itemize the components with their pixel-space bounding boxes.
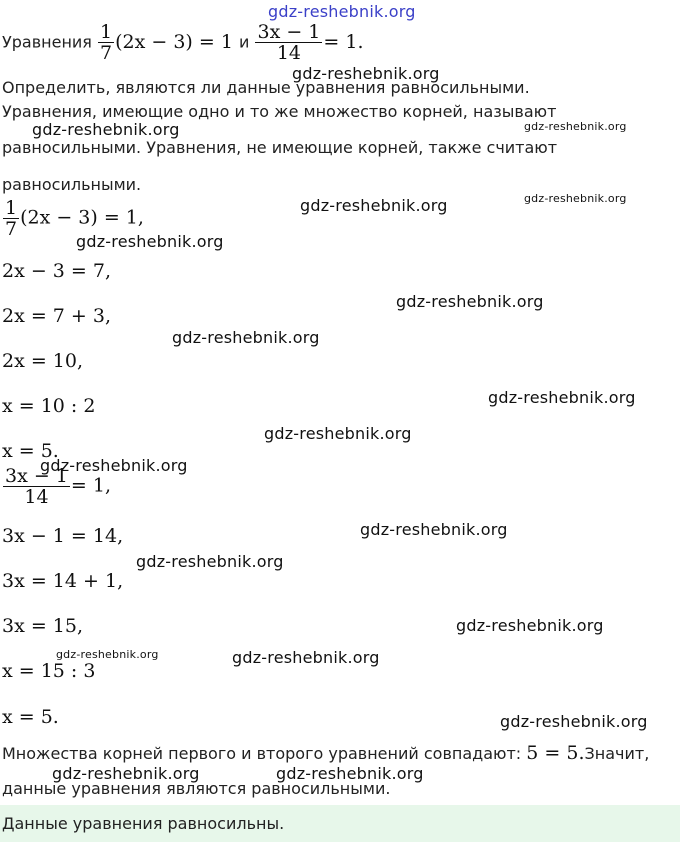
solution-step: x = 5. bbox=[2, 440, 59, 462]
conclusion: Множества корней первого и второго уравнений совпадают: 5 = 5.Значит, bbox=[2, 742, 650, 764]
fraction: $\frac{3x - 1}{14}$ bbox=[257, 21, 321, 64]
watermark: gdz-reshebnik.org bbox=[524, 120, 627, 133]
equation-1: $\frac{1}{7}$ (2x − 3) = 1 bbox=[100, 21, 233, 64]
solution-step: 3x = 14 + 1, bbox=[2, 570, 124, 592]
definition-line: Уравнения, имеющие одно и то же множество корней, называют bbox=[2, 102, 557, 121]
watermark: gdz-reshebnik.org bbox=[76, 232, 224, 251]
watermark: gdz-reshebnik.org bbox=[52, 764, 200, 783]
intro-word: Уравнения bbox=[2, 32, 92, 52]
equation-2: $\frac{3x - 1}{14}$ = 1. bbox=[257, 21, 364, 64]
fraction: $\frac{3x - 1}{14}$ bbox=[5, 465, 68, 508]
fraction: $\frac{1}{7}$ bbox=[100, 21, 113, 64]
solution-step: x = 10 : 2 bbox=[2, 395, 96, 417]
watermark: gdz-reshebnik.org bbox=[300, 196, 448, 215]
watermark: gdz-reshebnik.org bbox=[360, 520, 508, 539]
definition-line: равносильными. bbox=[2, 175, 142, 194]
watermark: gdz-reshebnik.org bbox=[396, 292, 544, 311]
watermark: gdz-reshebnik.org bbox=[264, 424, 412, 443]
watermark: gdz-reshebnik.org bbox=[500, 712, 648, 731]
solution-step: 3x = 15, bbox=[2, 615, 84, 637]
conclusion-line: данные уравнения являются равносильными. bbox=[2, 779, 391, 798]
watermark: gdz-reshebnik.org bbox=[32, 120, 180, 139]
watermark: gdz-reshebnik.org bbox=[456, 616, 604, 635]
watermark: gdz-reshebnik.org bbox=[524, 192, 627, 205]
fraction: $\frac{1}{7}$ bbox=[5, 197, 18, 240]
solution-step: 3x − 1 = 14, bbox=[2, 525, 124, 547]
conjunction: и bbox=[238, 32, 250, 52]
answer-box bbox=[0, 805, 680, 842]
task-text: Определить, являются ли данные уравнения равносильными. bbox=[2, 78, 530, 97]
solution-step: 2x = 10, bbox=[2, 350, 84, 372]
watermark: gdz-reshebnik.org bbox=[268, 2, 416, 21]
watermark: gdz-reshebnik.org bbox=[276, 764, 424, 783]
solution-step: 2x − 3 = 7, bbox=[2, 260, 112, 282]
watermark: gdz-reshebnik.org bbox=[232, 648, 380, 667]
solution-step: x = 15 : 3 bbox=[2, 660, 96, 682]
watermark: gdz-reshebnik.org bbox=[292, 64, 440, 83]
answer-text: Данные уравнения равносильны. bbox=[2, 814, 285, 833]
watermark: gdz-reshebnik.org bbox=[40, 456, 188, 475]
definition-line: равносильными. Уравнения, не имеющие корней, также считают bbox=[2, 138, 558, 157]
watermark: gdz-reshebnik.org bbox=[488, 388, 636, 407]
solution-1-first: $\frac{1}{7}$ (2x − 3) = 1, bbox=[5, 197, 144, 240]
watermark: gdz-reshebnik.org bbox=[136, 552, 284, 571]
problem-statement bbox=[2, 22, 363, 63]
watermark: gdz-reshebnik.org bbox=[56, 648, 159, 661]
watermark: gdz-reshebnik.org bbox=[172, 328, 320, 347]
solution-step: 2x = 7 + 3, bbox=[2, 305, 112, 327]
solution-2-first: $\frac{3x - 1}{14}$ = 1, bbox=[5, 465, 111, 508]
solution-step: x = 5. bbox=[2, 706, 59, 728]
